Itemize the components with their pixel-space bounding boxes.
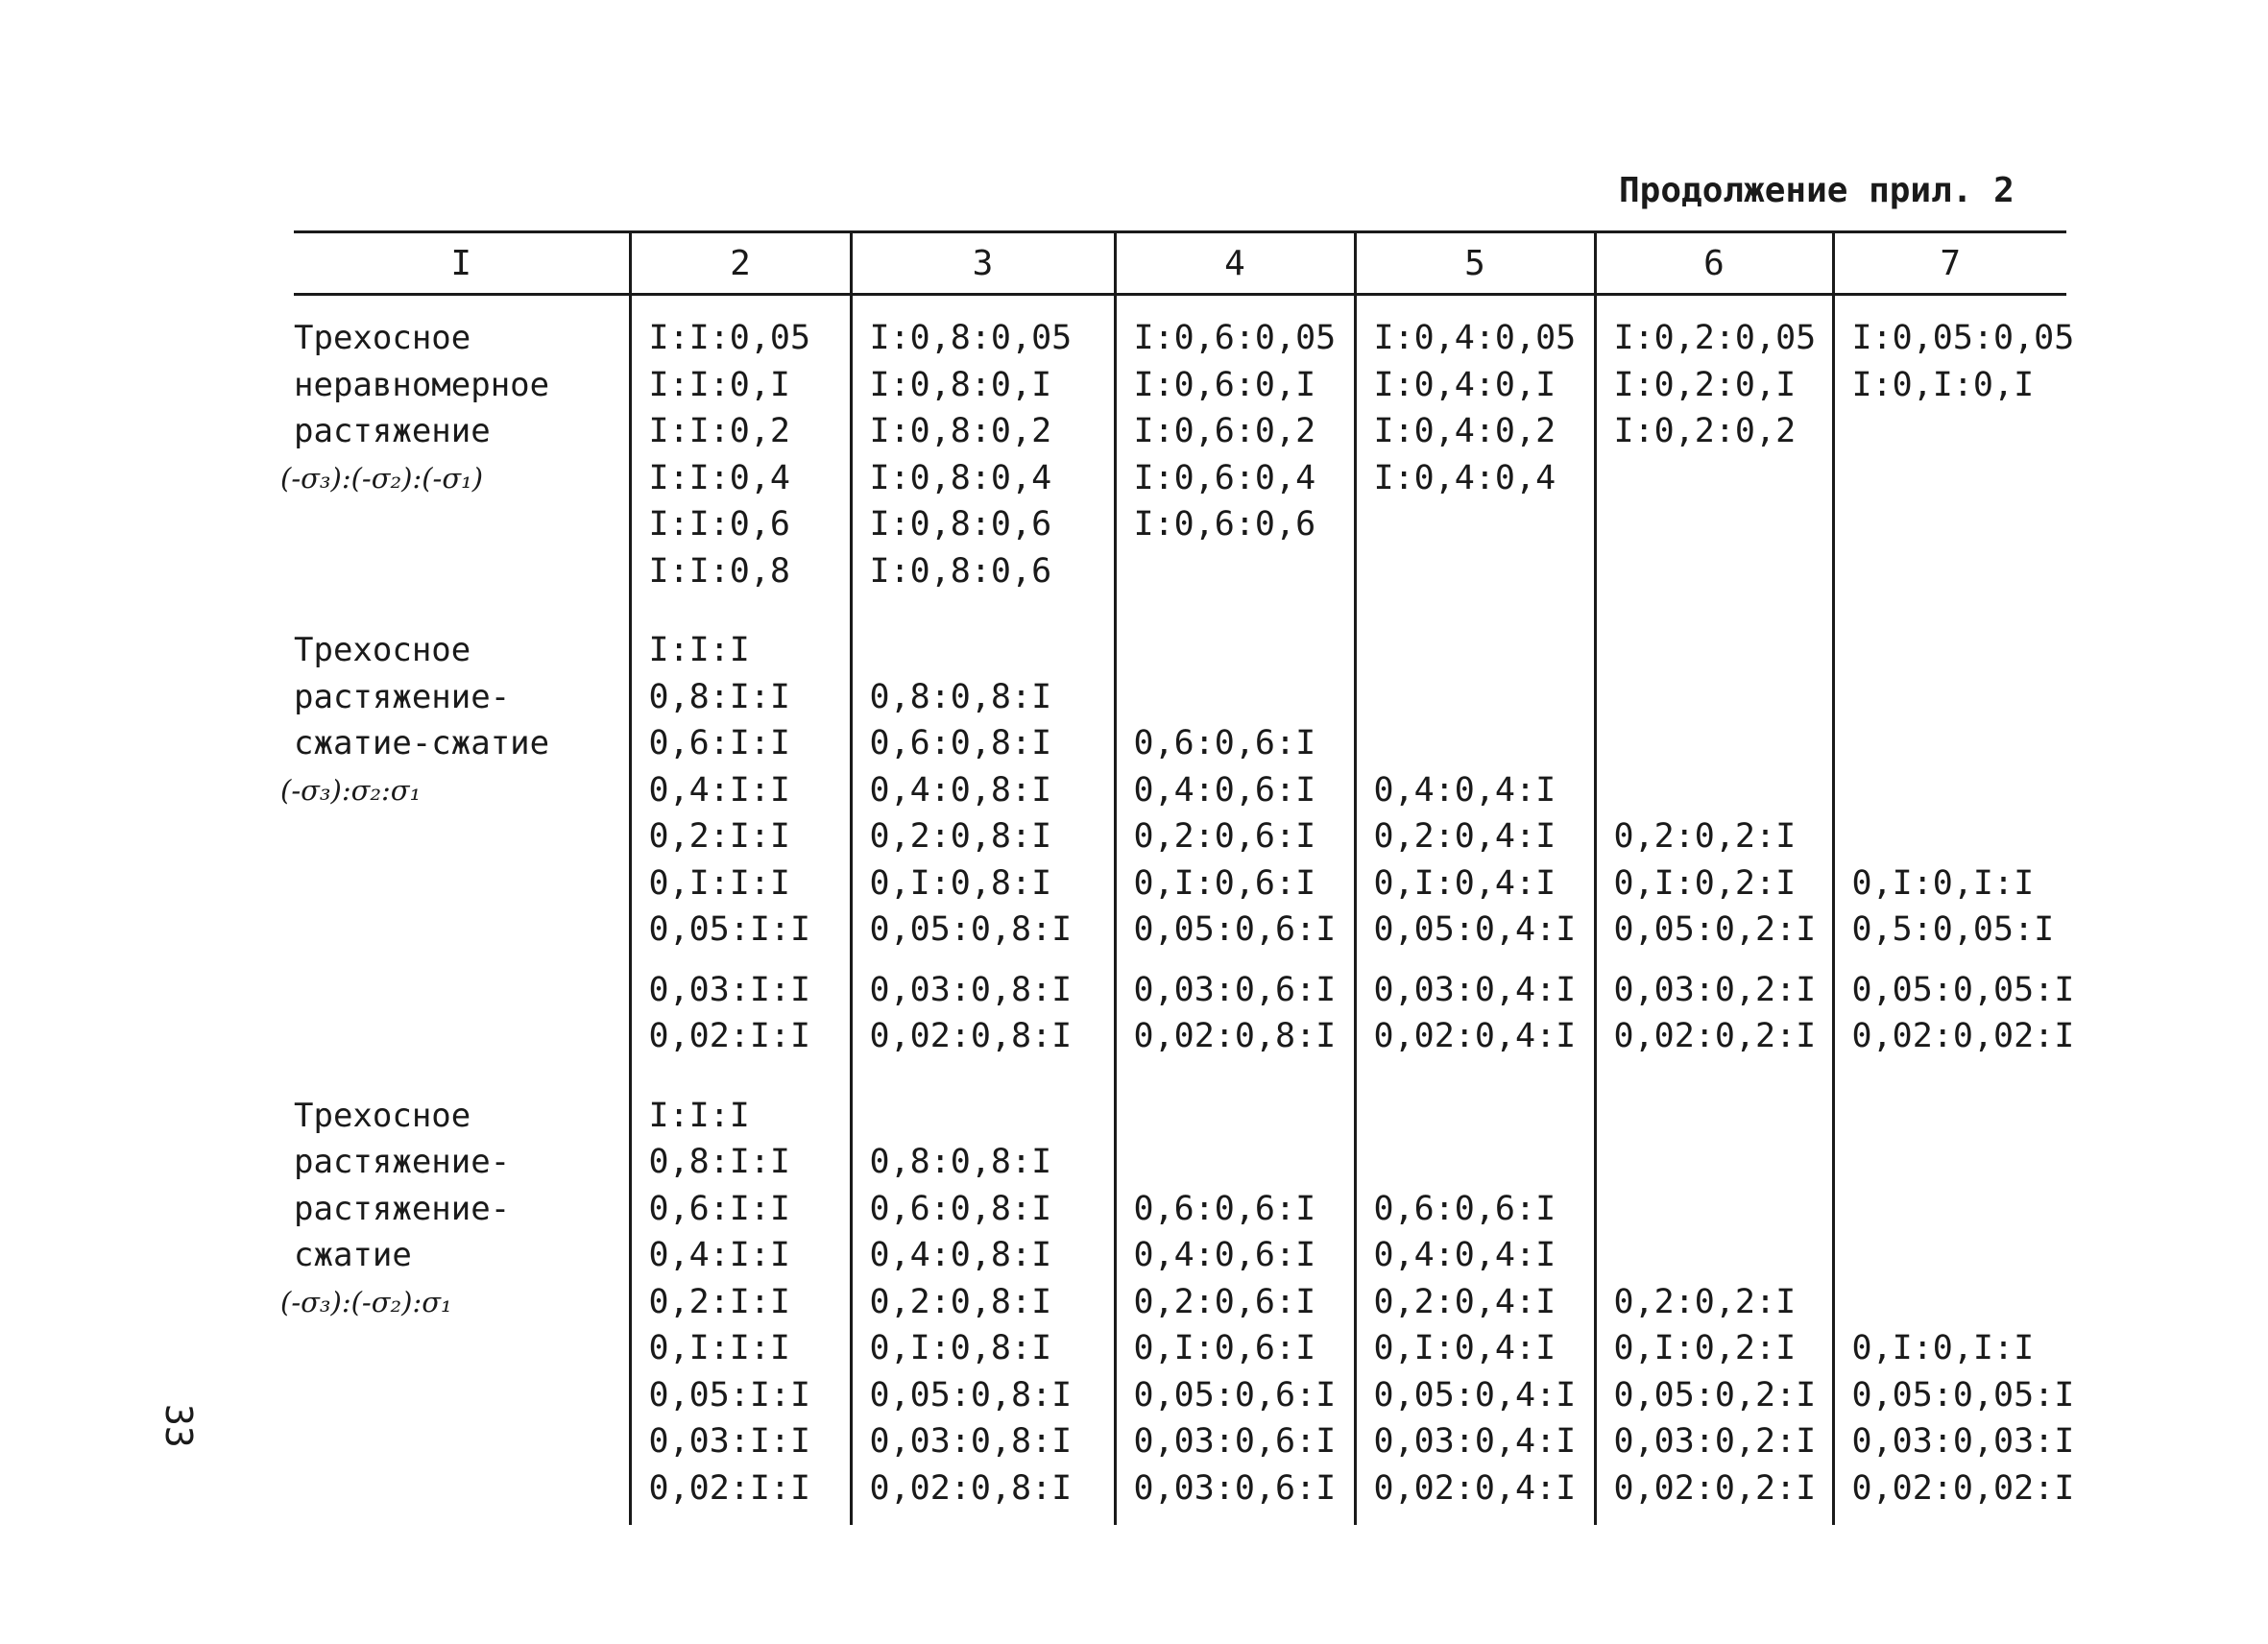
ratio-value xyxy=(1852,408,2067,455)
ratio-value: 0,05:0,8:I xyxy=(869,910,1073,949)
load-type-line: растяжение- xyxy=(294,677,511,716)
ratio-value xyxy=(1614,1093,1832,1140)
ratio-value xyxy=(870,1093,1114,1140)
load-type-line: Трехосное xyxy=(294,1096,471,1135)
ratio-column-7 xyxy=(1833,1074,2075,1526)
ratio-value: 0,02:0,2:I xyxy=(1613,1468,1817,1508)
ratio-column-6 xyxy=(1595,1074,1833,1526)
ratio-value: 0,03:0,6:I xyxy=(1133,1422,1337,1461)
ratio-value: I:0,4:0,2 xyxy=(1373,412,1556,450)
ratio-value: 0,2:0,4:I xyxy=(1373,817,1556,856)
ratio-value: 0,4:0,8:I xyxy=(869,770,1052,810)
ratio-value: 0,2:0,2:I xyxy=(1613,817,1797,856)
ratio-column-4 xyxy=(1115,1074,1355,1526)
ratio-value: 0,I:0,I:I xyxy=(1851,1329,2035,1367)
ratio-value: I:0,I:0,I xyxy=(1851,365,2035,404)
ratio-value: 0,4:0,4:I xyxy=(1373,1236,1556,1274)
ratio-value: 0,I:I:I xyxy=(648,1329,791,1367)
ratio-column-4 xyxy=(1115,608,1355,1074)
load-type-line: Трехосное xyxy=(294,631,471,669)
section-row-1 xyxy=(294,295,2066,609)
ratio-value: 0,I:0,8:I xyxy=(869,863,1052,903)
ratio-value xyxy=(1852,455,2067,502)
ratio-value: 0,5:0,05:I xyxy=(1851,910,2055,949)
ratio-value: 0,I:0,2:I xyxy=(1613,1329,1797,1367)
load-type-line: растяжение- xyxy=(294,1143,511,1181)
load-type-line: растяжение- xyxy=(294,1189,511,1228)
ratio-column-3 xyxy=(851,608,1115,1074)
ratio-value: 0,6:I:I xyxy=(648,1189,791,1228)
ratio-column-5 xyxy=(1355,608,1595,1074)
spacer xyxy=(870,954,1114,967)
ratio-value xyxy=(1852,767,2067,814)
stress-formula: (-σ₃):(-σ₂):(-σ₁) xyxy=(280,461,484,495)
ratio-value: I:0,2:0,I xyxy=(1613,365,1797,404)
ratio-value: 0,02:0,2:I xyxy=(1613,1017,1817,1055)
ratio-value: I:I:0,05 xyxy=(648,319,811,357)
ratio-value xyxy=(1852,1186,2067,1233)
ratio-value: 0,I:0,6:I xyxy=(1133,1329,1316,1367)
ratio-column-6 xyxy=(1595,295,1833,609)
stress-formula: (-σ₃):σ₂:σ₁ xyxy=(280,773,422,807)
ratio-value: 0,4:I:I xyxy=(648,770,791,810)
ratio-value: 0,2:0,6:I xyxy=(1133,1282,1316,1321)
ratio-value: I:0,6:0,6 xyxy=(1133,505,1316,544)
ratio-column-7 xyxy=(1833,608,2075,1074)
ratio-value: 0,4:0,6:I xyxy=(1133,1236,1316,1274)
header-col-4: 4 xyxy=(1115,232,1355,295)
ratio-value: 0,03:0,4:I xyxy=(1373,970,1577,1009)
ratio-value xyxy=(1614,720,1832,767)
ratio-value xyxy=(1614,627,1832,674)
ratio-value: 0,03:0,6:I xyxy=(1133,970,1337,1009)
ratio-value: I:I:0,6 xyxy=(648,505,791,544)
ratio-value xyxy=(1374,674,1594,721)
ratio-value xyxy=(1852,1093,2067,1140)
ratio-value: I:0,8:0,4 xyxy=(869,458,1052,497)
ratio-value xyxy=(1614,501,1832,548)
spacer xyxy=(649,954,850,967)
ratio-value: 0,03:0,2:I xyxy=(1613,970,1817,1009)
header-col-5: 5 xyxy=(1355,232,1595,295)
ratio-value: 0,05:0,6:I xyxy=(1133,910,1337,949)
header-row xyxy=(294,232,2066,295)
ratio-value xyxy=(1614,674,1832,721)
ratio-value xyxy=(1852,1139,2067,1186)
load-type-label xyxy=(280,608,630,1074)
ratio-value xyxy=(1374,627,1594,674)
ratio-value xyxy=(1614,767,1832,814)
ratio-value: 0,I:0,2:I xyxy=(1613,863,1797,903)
ratio-value: I:0,6:0,I xyxy=(1133,365,1316,404)
spacer xyxy=(1134,954,1354,967)
ratio-column-3 xyxy=(851,1074,1115,1526)
load-type-label xyxy=(280,1074,630,1526)
ratio-value xyxy=(1614,1186,1832,1233)
ratio-value: 0,2:I:I xyxy=(648,817,791,856)
ratio-value: 0,6:0,6:I xyxy=(1373,1189,1556,1228)
ratio-value: 0,05:0,2:I xyxy=(1613,910,1817,949)
ratio-value: 0,I:0,8:I xyxy=(869,1329,1052,1367)
ratio-value: 0,I:0,6:I xyxy=(1133,863,1316,903)
ratio-value: 0,05:0,05:I xyxy=(1851,970,2075,1009)
stress-formula: (-σ₃):(-σ₂):σ₁ xyxy=(280,1285,452,1318)
ratio-value: 0,8:I:I xyxy=(648,1143,791,1181)
ratio-value: 0,2:0,6:I xyxy=(1133,817,1316,856)
ratio-value: 0,2:I:I xyxy=(648,1282,791,1321)
ratio-value: 0,8:0,8:I xyxy=(869,1143,1052,1181)
ratio-value: I:I:0,4 xyxy=(648,458,791,497)
ratio-value: 0,03:0,03:I xyxy=(1851,1422,2075,1461)
ratio-value: I:0,6:0,05 xyxy=(1133,319,1337,357)
ratio-value xyxy=(1614,548,1832,595)
ratio-value xyxy=(1134,1093,1354,1140)
section-row-2 xyxy=(294,608,2066,1074)
ratio-value: 0,05:0,8:I xyxy=(869,1375,1073,1414)
ratio-column-7 xyxy=(1833,295,2075,609)
ratio-value: I:0,8:0,05 xyxy=(869,319,1073,357)
ratio-value xyxy=(1134,548,1354,595)
ratio-value: I:I:0,I xyxy=(648,365,791,404)
page-number: 33 xyxy=(157,1404,200,1448)
ratio-value: 0,4:I:I xyxy=(648,1236,791,1274)
ratio-value xyxy=(1852,548,2067,595)
ratio-value: I:0,4:0,05 xyxy=(1373,319,1577,357)
ratio-value: 0,4:0,6:I xyxy=(1133,770,1316,810)
spacer xyxy=(1852,954,2067,967)
header-col-2: 2 xyxy=(630,232,851,295)
ratio-value: 0,05:0,4:I xyxy=(1373,1375,1577,1414)
ratio-value xyxy=(1852,813,2067,860)
ratio-value: 0,2:0,2:I xyxy=(1613,1282,1797,1321)
ratio-value xyxy=(1374,501,1594,548)
load-type-label xyxy=(280,295,630,609)
ratio-value: I:0,2:0,05 xyxy=(1613,319,1817,357)
ratio-value: I:0,8:0,6 xyxy=(869,505,1052,544)
ratio-value xyxy=(1134,674,1354,721)
ratio-value: 0,2:0,4:I xyxy=(1373,1282,1556,1321)
ratio-value: 0,02:I:I xyxy=(648,1017,811,1055)
ratio-value xyxy=(1374,1093,1594,1140)
spacer xyxy=(1374,954,1594,967)
ratio-value: 0,03:0,4:I xyxy=(1373,1422,1577,1461)
ratio-value: 0,03:0,6:I xyxy=(1133,1468,1337,1508)
ratio-value xyxy=(1852,1279,2067,1326)
ratio-value: 0,02:I:I xyxy=(648,1468,811,1508)
ratio-value xyxy=(870,627,1114,674)
ratio-value: I:0,8:0,6 xyxy=(869,551,1052,591)
ratio-value xyxy=(1134,627,1354,674)
ratio-column-2 xyxy=(630,295,851,609)
ratio-value xyxy=(1374,548,1594,595)
ratio-column-6 xyxy=(1595,608,1833,1074)
ratio-value: 0,I:0,4:I xyxy=(1373,863,1556,903)
load-type-line: Трехосное xyxy=(294,319,471,357)
ratio-column-5 xyxy=(1355,295,1595,609)
ratio-value: 0,02:0,8:I xyxy=(869,1468,1073,1508)
ratio-value: 0,03:I:I xyxy=(648,1422,811,1461)
ratio-column-2 xyxy=(630,1074,851,1526)
section-row-3 xyxy=(294,1074,2066,1526)
ratio-value xyxy=(1614,455,1832,502)
ratio-value: 0,02:0,8:I xyxy=(869,1017,1073,1055)
header-col-1: I xyxy=(294,232,630,295)
ratio-value: 0,05:I:I xyxy=(648,1375,811,1414)
load-type-line: неравномерное xyxy=(294,365,550,404)
ratio-value: 0,03:0,8:I xyxy=(869,970,1073,1009)
ratio-value: 0,6:0,8:I xyxy=(869,1189,1052,1228)
ratio-value xyxy=(1134,1139,1354,1186)
ratio-value: 0,05:0,05:I xyxy=(1851,1375,2075,1414)
ratio-value xyxy=(1852,627,2067,674)
ratio-value xyxy=(1374,720,1594,767)
ratio-value xyxy=(1852,720,2067,767)
load-type-line: растяжение xyxy=(294,412,491,450)
ratio-value xyxy=(1852,674,2067,721)
ratio-value xyxy=(1614,1232,1832,1279)
ratio-value: 0,I:I:I xyxy=(648,863,791,903)
ratio-value: 0,05:0,6:I xyxy=(1133,1375,1337,1414)
ratio-column-5 xyxy=(1355,1074,1595,1526)
ratio-value: 0,I:0,I:I xyxy=(1851,863,2035,903)
ratio-table xyxy=(280,230,2075,1525)
ratio-value: 0,6:0,8:I xyxy=(869,724,1052,762)
ratio-column-3 xyxy=(851,295,1115,609)
ratio-value: I:0,8:0,2 xyxy=(869,412,1052,450)
ratio-value: 0,I:0,4:I xyxy=(1373,1329,1556,1367)
load-type-line: сжатие-сжатие xyxy=(294,724,550,762)
ratio-value: I:I:0,8 xyxy=(648,551,791,591)
continuation-caption: Продолжение прил. 2 xyxy=(1619,171,2015,210)
ratio-value: 0,02:0,02:I xyxy=(1851,1017,2075,1055)
load-type-line: сжатие xyxy=(294,1236,412,1274)
header-col-6: 6 xyxy=(1595,232,1833,295)
ratio-value: I:0,2:0,2 xyxy=(1613,412,1797,450)
spacer xyxy=(1614,954,1832,967)
ratio-value: I:I:I xyxy=(648,631,750,669)
ratio-value: 0,8:I:I xyxy=(648,677,791,716)
ratio-value: I:0,05:0,05 xyxy=(1851,319,2075,357)
ratio-value: 0,05:0,2:I xyxy=(1613,1375,1817,1414)
ratio-value: I:0,6:0,4 xyxy=(1133,458,1316,497)
ratio-value: 0,02:0,4:I xyxy=(1373,1017,1577,1055)
ratio-value xyxy=(1852,501,2067,548)
ratio-value: 0,4:0,4:I xyxy=(1373,770,1556,810)
header-col-7: 7 xyxy=(1833,232,2066,295)
ratio-value: 0,8:0,8:I xyxy=(869,677,1052,716)
ratio-value: I:I:I xyxy=(648,1096,750,1135)
ratio-value: 0,2:0,8:I xyxy=(869,817,1052,856)
header-col-3: 3 xyxy=(851,232,1115,295)
ratio-value: 0,02:0,02:I xyxy=(1851,1468,2075,1508)
ratio-value: I:0,4:0,4 xyxy=(1373,458,1556,497)
ratio-value: 0,05:I:I xyxy=(648,910,811,949)
ratio-value: 0,6:0,6:I xyxy=(1133,724,1316,762)
ratio-value: 0,03:0,8:I xyxy=(869,1422,1073,1461)
ratio-value: I:I:0,2 xyxy=(648,412,791,450)
ratio-value xyxy=(1852,1232,2067,1279)
ratio-value: 0,6:I:I xyxy=(648,724,791,762)
ratio-value: I:0,6:0,2 xyxy=(1133,412,1316,450)
ratio-column-4 xyxy=(1115,295,1355,609)
ratio-value: 0,03:I:I xyxy=(648,970,811,1009)
ratio-value: I:0,8:0,I xyxy=(869,365,1052,404)
ratio-value xyxy=(1374,1139,1594,1186)
ratio-value: 0,05:0,4:I xyxy=(1373,910,1577,949)
ratio-value: 0,6:0,6:I xyxy=(1133,1189,1316,1228)
ratio-value: 0,02:0,8:I xyxy=(1133,1017,1337,1055)
ratio-column-2 xyxy=(630,608,851,1074)
ratio-value: I:0,4:0,I xyxy=(1373,365,1556,404)
ratio-value xyxy=(1614,1139,1832,1186)
ratio-value: 0,03:0,2:I xyxy=(1613,1422,1817,1461)
ratio-value: 0,2:0,8:I xyxy=(869,1282,1052,1321)
ratio-value: 0,4:0,8:I xyxy=(869,1236,1052,1274)
ratio-value: 0,02:0,4:I xyxy=(1373,1468,1577,1508)
